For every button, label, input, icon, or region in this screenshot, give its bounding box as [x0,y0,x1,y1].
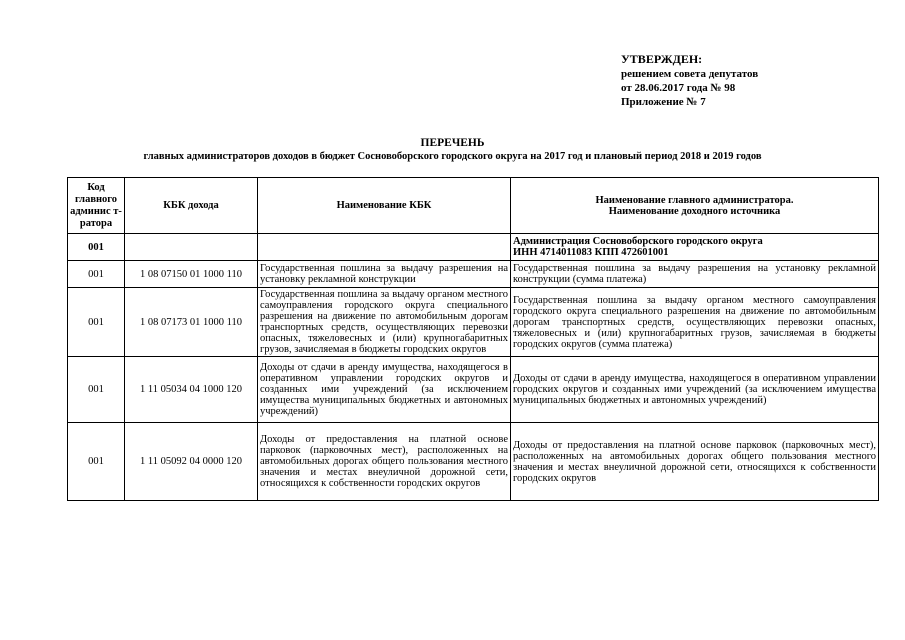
cell-admin-code: 001 [68,234,125,261]
cell-kbk-name: Государственная пошлина за выдачу разрешения на установку рекламной конструкции [258,261,511,288]
cell-source: Государственная пошлина за выдачу разрешения на установку рекламной конструкции (сумма платежа) [511,261,879,288]
cell-kbk: 1 08 07150 01 1000 110 [125,261,258,288]
approval-heading: УТВЕРЖДЕН: [621,52,703,66]
header-admin-name [511,178,879,234]
header-admin-name-line1: Наименование главного администратора. [595,194,794,206]
approval-line-council: решением совета депутатов [621,68,759,80]
cell-kbk-name: Доходы от сдачи в аренду имущества, находящегося в оперативном управлении городских округов и созданных ими учреждений (за исключением имущества муниципальных бюджетных и автономных учреждений) [258,357,511,423]
cell-code: 001 [68,288,125,357]
header-admin-name-line2: Наименование доходного источника [608,205,781,217]
cell-kbk: 1 08 07173 01 1000 110 [125,288,258,357]
document-subtitle: главных администраторов доходов в бюджет Сосновоборского городского округа на 2017 год и плановый период 2018 и 2019 годов [143,151,762,162]
cell-code: 001 [68,423,125,501]
document-title: ПЕРЕЧЕНЬ [420,137,485,149]
administrators-table [67,177,879,501]
cell-empty [258,234,511,261]
cell-admin-name [511,234,879,261]
cell-code: 001 [68,357,125,423]
header-kbk-name: Наименование КБК [258,178,511,234]
cell-empty [125,234,258,261]
approval-line-date: от 28.06.2017 года № 98 [621,82,736,94]
cell-kbk-name: Доходы от предоставления на платной основе парковок (парковочных мест), расположенных на автомобильных дорогах общего пользования местного значения и местах внеуличной дорожной сети, относящихся к собственности городских округов [258,423,511,501]
cell-source: Доходы от предоставления на платной основе парковок (парковочных мест), расположенных на автомобильных дорогах общего пользования местного значения и местах внеуличной дорожной сети, относящихся к собственности городских округов [511,423,879,501]
admin-inn-kpp: ИНН 4714011083 КПП 472601001 [513,247,669,258]
table-header-row [68,178,879,234]
table-row [68,423,879,501]
cell-source: Государственная пошлина за выдачу органом местного самоуправления городского округа специального разрешения на движение по автомобильным дорогам транспортных средств, осуществляющих перевозки опасных, тяжеловесных и (или) крупногабаритных грузов, зачисляемая в бюджеты городских округов (сумма платежа) [511,288,879,357]
cell-code: 001 [68,261,125,288]
cell-kbk-name: Государственная пошлина за выдачу органом местного самоуправления городского округа специального разрешения на движение по автомобильным дорогам транспортных средств, осуществляющих перевозки опасных, тяжеловесных и (или) крупногабаритных грузов, зачисляемая в бюджеты городских округов [258,288,511,357]
cell-kbk: 1 11 05092 04 0000 120 [125,423,258,501]
cell-kbk: 1 11 05034 04 1000 120 [125,357,258,423]
table-row-administrator [68,234,879,261]
header-kbk: КБК дохода [125,178,258,234]
table-row [68,261,879,288]
table-row [68,357,879,423]
approval-stamp [621,52,758,109]
cell-source: Доходы от сдачи в аренду имущества, находящегося в оперативном управлении городских округов и созданных ими учреждений (за исключением имущества муниципальных бюджетных и автономных учреждений) [511,357,879,423]
header-admin-code: Код главного админис т-ратора [68,178,125,234]
table-row [68,288,879,357]
admin-name: Администрация Сосновоборского городского округа [513,236,763,247]
approval-line-appendix: Приложение № 7 [621,96,706,108]
